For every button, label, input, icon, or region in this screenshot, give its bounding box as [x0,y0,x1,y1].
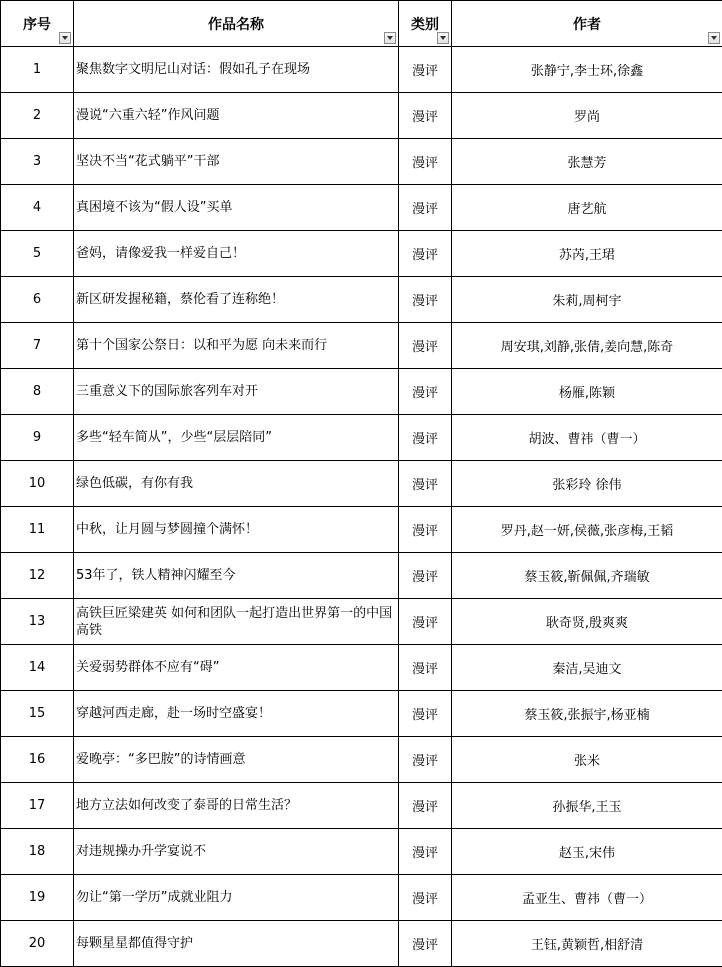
cell-title[interactable]: 漫说“六重六轻”作风问题 [74,93,399,139]
cell-title[interactable]: 地方立法如何改变了泰哥的日常生活？ [74,783,399,829]
cell-author[interactable]: 蔡玉筱,张振宇,杨亚楠 [452,691,722,737]
cell-author[interactable]: 罗尚 [452,93,722,139]
cell-category[interactable]: 漫评 [399,277,452,323]
cell-num[interactable]: 7 [1,323,74,369]
table-row [1,277,722,323]
column-header-label: 作品名称 [208,16,264,33]
cell-num[interactable]: 20 [1,921,74,967]
cell-category[interactable]: 漫评 [399,599,452,645]
cell-category[interactable]: 漫评 [399,921,452,967]
cell-author[interactable]: 赵玉,宋伟 [452,829,722,875]
cell-num[interactable]: 4 [1,185,74,231]
cell-category[interactable]: 漫评 [399,231,452,277]
table-row [1,737,722,783]
cell-category[interactable]: 漫评 [399,323,452,369]
cell-title[interactable]: 绿色低碳，有你有我 [74,461,399,507]
cell-category[interactable]: 漫评 [399,507,452,553]
table-row [1,461,722,507]
cell-title[interactable]: 第十个国家公祭日：以和平为愿 向未来而行 [74,323,399,369]
cell-title[interactable]: 高铁巨匠梁建英 如何和团队一起打造出世界第一的中国高铁 [74,599,399,645]
table-row [1,553,722,599]
cell-author[interactable]: 张慧芳 [452,139,722,185]
cell-num[interactable]: 8 [1,369,74,415]
cell-num[interactable]: 13 [1,599,74,645]
cell-num[interactable]: 17 [1,783,74,829]
table-row [1,231,722,277]
cell-category[interactable]: 漫评 [399,461,452,507]
cell-author[interactable]: 苏芮,王珺 [452,231,722,277]
filter-dropdown-icon[interactable] [708,32,720,44]
cell-num[interactable]: 16 [1,737,74,783]
cell-title[interactable]: 坚决不当“花式躺平”干部 [74,139,399,185]
cell-num[interactable]: 18 [1,829,74,875]
cell-author[interactable]: 杨雁,陈颖 [452,369,722,415]
cell-category[interactable]: 漫评 [399,185,452,231]
cell-category[interactable]: 漫评 [399,93,452,139]
cell-author[interactable]: 张米 [452,737,722,783]
table-row [1,369,722,415]
table-row [1,599,722,645]
cell-category[interactable]: 漫评 [399,875,452,921]
cell-author[interactable]: 王钰,黄颖哲,相舒清 [452,921,722,967]
cell-title[interactable]: 聚焦数字文明尼山对话：假如孔子在现场 [74,47,399,93]
cell-num[interactable]: 10 [1,461,74,507]
cell-category[interactable]: 漫评 [399,737,452,783]
cell-title[interactable]: 中秋，让月圆与梦圆撞个满怀！ [74,507,399,553]
cell-num[interactable]: 5 [1,231,74,277]
cell-author[interactable]: 秦洁,吴迪文 [452,645,722,691]
column-header-label: 序号 [23,16,51,33]
table-row [1,783,722,829]
cell-title[interactable]: 对违规操办升学宴说不 [74,829,399,875]
table-row [1,323,722,369]
filter-dropdown-icon[interactable] [384,32,396,44]
cell-category[interactable]: 漫评 [399,645,452,691]
cell-num[interactable]: 11 [1,507,74,553]
header-row [1,1,722,47]
column-header-num[interactable] [1,1,74,47]
cell-author[interactable]: 张彩玲 徐伟 [452,461,722,507]
cell-category[interactable]: 漫评 [399,369,452,415]
table-row [1,415,722,461]
cell-category[interactable]: 漫评 [399,783,452,829]
cell-author[interactable]: 孙振华,王玉 [452,783,722,829]
cell-category[interactable]: 漫评 [399,415,452,461]
cell-title[interactable]: 勿让“第一学历”成就业阻力 [74,875,399,921]
table-row [1,185,722,231]
cell-author[interactable]: 朱莉,周柯宇 [452,277,722,323]
cell-author[interactable]: 唐艺航 [452,185,722,231]
cell-category[interactable]: 漫评 [399,829,452,875]
cell-category[interactable]: 漫评 [399,139,452,185]
column-header-author[interactable] [452,1,722,47]
cell-title[interactable]: 爱晚亭：“多巴胺”的诗情画意 [74,737,399,783]
cell-num[interactable]: 6 [1,277,74,323]
cell-num[interactable]: 14 [1,645,74,691]
cell-title[interactable]: 真困境不该为“假人设”买单 [74,185,399,231]
cell-num[interactable]: 19 [1,875,74,921]
cell-num[interactable]: 1 [1,47,74,93]
table-row [1,507,722,553]
table-row [1,921,722,967]
cell-title[interactable]: 爸妈，请像爱我一样爱自己！ [74,231,399,277]
filter-dropdown-icon[interactable] [59,32,71,44]
cell-author[interactable]: 罗丹,赵一妍,侯薇,张彦梅,王韬 [452,507,722,553]
cell-title[interactable]: 每颗星星都值得守护 [74,921,399,967]
cell-num[interactable]: 2 [1,93,74,139]
cell-category[interactable]: 漫评 [399,553,452,599]
column-header-title[interactable] [74,1,399,47]
table-row [1,645,722,691]
cell-title[interactable]: 53年了，铁人精神闪耀至今 [74,553,399,599]
table-row [1,875,722,921]
column-header-category[interactable] [399,1,452,47]
cell-author[interactable]: 张静宁,李士环,徐鑫 [452,47,722,93]
filter-dropdown-icon[interactable] [437,32,449,44]
cell-author[interactable]: 孟亚生、曹祎（曹一） [452,875,722,921]
cell-num[interactable]: 15 [1,691,74,737]
table-row [1,139,722,185]
cell-num[interactable]: 12 [1,553,74,599]
table-row [1,93,722,139]
cell-category[interactable]: 漫评 [399,47,452,93]
table-row [1,47,722,93]
cell-author[interactable]: 蔡玉筱,靳佩佩,齐瑞敏 [452,553,722,599]
cell-author[interactable]: 胡波、曹祎（曹一） [452,415,722,461]
table-row [1,691,722,737]
column-header-label: 作者 [573,16,601,33]
cell-title[interactable]: 多些“轻车简从”，少些“层层陪同” [74,415,399,461]
cell-author[interactable]: 耿奇贤,殷爽爽 [452,599,722,645]
cell-num[interactable]: 9 [1,415,74,461]
cell-title[interactable]: 穿越河西走廊，赴一场时空盛宴！ [74,691,399,737]
cell-author[interactable]: 周安琪,刘静,张倩,姜向慧,陈奇 [452,323,722,369]
table-row [1,829,722,875]
cell-title[interactable]: 三重意义下的国际旅客列车对开 [74,369,399,415]
cell-category[interactable]: 漫评 [399,691,452,737]
cell-num[interactable]: 3 [1,139,74,185]
cell-title[interactable]: 关爱弱势群体不应有“碍” [74,645,399,691]
column-header-label: 类别 [411,16,439,33]
cell-title[interactable]: 新区研发握秘籍，蔡伦看了连称绝！ [74,277,399,323]
